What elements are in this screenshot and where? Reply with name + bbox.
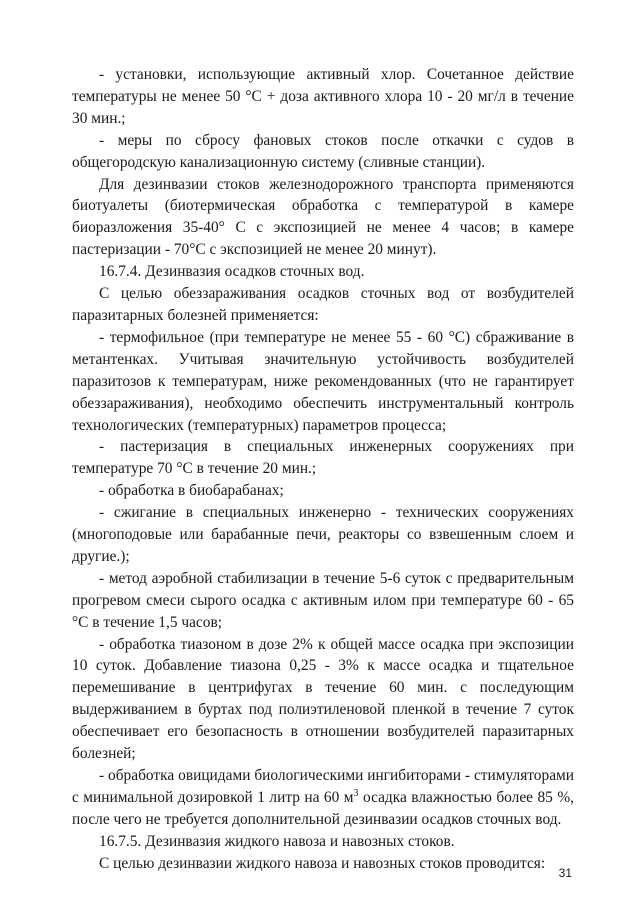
paragraph: - пастеризация в специальных инженерных сооружениях при температуре 70 °С в течение 20 мин.; [72, 438, 574, 478]
paragraph: - обработка в биобарабанах; [99, 482, 284, 500]
paragraph: С целью обеззараживания осадков сточных вод от возбудителей паразитарных болезней применяется: [72, 285, 574, 324]
page-number: 31 [558, 866, 572, 880]
paragraph: - метод аэробной стабилизации в течение 5-6 суток с предварительным прогревом смеси сырого осадка с активным илом при температуре 60 - 65 °С в течение 1,5 часов; [72, 569, 574, 631]
section-heading: 16.7.5. Дезинвазия жидкого навоза и навозных стоков. [99, 832, 455, 850]
document-page [72, 64, 574, 875]
paragraph: С целью дезинвазии жидкого навоза и навозных стоков проводится: [99, 854, 546, 872]
paragraph: - сжигание в специальных инженерно - технических сооружениях (многоподовые или барабанные печи, реакторы со взвешенным слоем и другие.); [72, 504, 574, 565]
ovicide-text-after: осадка влажностью более 85 %, после чего не требуется дополнительной дезинвазии осадков сточных вод. [72, 788, 574, 828]
section-heading: 16.7.4. Дезинвазия осадков сточных вод. [99, 263, 365, 281]
superscript-cubic: 3 [353, 787, 359, 799]
paragraph: Для дезинвазии стоков железнодорожного транспорта применяются биотуалеты (биотермическая обработка с температурой в камере биоразложения 35-40° С с экспозицией не менее 4 часов; в камере пастеризации - 70°С с экспозицией не менее 20 минут). [72, 175, 574, 259]
paragraph-ovicide [72, 765, 574, 831]
paragraph: - обработка тиазоном в дозе 2% к общей массе осадка при экспозиции 10 суток. Добавление тиазона 0,25 - 3% к массе осадка и тщательное перемешивание в центрифугах в течение 60 мин. с последующим выдерживанием в буртах под полиэтиленовой пленкой в течение 7 суток обеспечивает его безопасность в отношении возбудителей паразитарных болезней; [72, 635, 574, 763]
ovicide-text-before: - обработка овицидами биологическими ингибиторами - стимуляторами с минимальной дозировкой 1 литр на 60 м [72, 767, 574, 806]
paragraph: - меры по сбросу фановых стоков после откачки с судов в общегородскую канализационную систему (сливные станции). [72, 131, 574, 171]
paragraph: - установки, использующие активный хлор. Сочетанное действие температуры не менее 50 °С + доза активного хлора 10 - 20 мг/л в течение 30 мин.; [72, 66, 574, 127]
paragraph: - термофильное (при температуре не менее 55 - 60 °С) сбраживание в метантенках. Учитывая значительную устойчивость возбудителей паразитозов к температурам, ниже рекомендованных (что не гарантирует обеззараживания), необходимо обеспечить инструментальный контроль технологических (температурных) параметров процесса; [72, 328, 574, 434]
